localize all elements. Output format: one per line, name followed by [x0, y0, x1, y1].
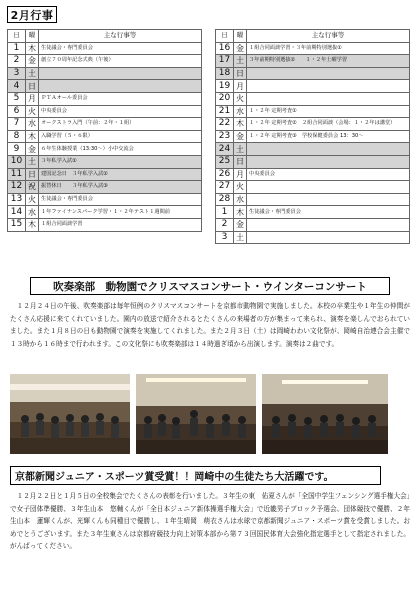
- schedule-weekday: 水: [26, 206, 39, 219]
- schedule-day: 8: [8, 130, 26, 143]
- schedule-row: [8, 42, 202, 55]
- schedule-day: 17: [216, 55, 234, 68]
- schedule-weekday: 金: [26, 55, 39, 68]
- schedule-row: [216, 92, 410, 105]
- schedule-event: 中央委員会: [39, 105, 202, 118]
- schedule-event: [247, 155, 410, 168]
- schedule-day: 28: [216, 193, 234, 206]
- schedule-event: 生徒議会・専門委員会: [39, 193, 202, 206]
- schedule-weekday: 金: [234, 218, 247, 231]
- schedule-event: 中央委員会: [247, 168, 410, 181]
- schedule-weekday: 土: [234, 231, 247, 244]
- schedule-row: [8, 105, 202, 118]
- concert-photo-3: [262, 374, 388, 454]
- schedule-event: オークストラ入門（午前：２年・１組）: [39, 118, 202, 131]
- schedule-weekday: 祝: [26, 181, 39, 194]
- schedule-day: 27: [216, 181, 234, 194]
- schedule-day: 3: [216, 231, 234, 244]
- schedule-row: [8, 80, 202, 93]
- table-header-row: [8, 30, 202, 43]
- schedule-row: [216, 67, 410, 80]
- schedule-day: 7: [8, 118, 26, 131]
- schedule-day: 13: [8, 193, 26, 206]
- schedule-event: [247, 193, 410, 206]
- schedule-event: [247, 181, 410, 194]
- schedule-weekday: 金: [234, 42, 247, 55]
- schedule-row: [8, 67, 202, 80]
- table-header-row: [216, 30, 410, 43]
- schedule-event: [247, 92, 410, 105]
- schedule-day: 6: [8, 105, 26, 118]
- schedule-event: [247, 80, 410, 93]
- schedule-day: 26: [216, 168, 234, 181]
- schedule-weekday: 月: [26, 92, 39, 105]
- schedule-weekday: 土: [234, 55, 247, 68]
- schedule-row: [8, 118, 202, 131]
- schedule-row: [8, 130, 202, 143]
- schedule-row: [216, 80, 410, 93]
- schedule-weekday: 火: [26, 193, 39, 206]
- schedule-event: [247, 67, 410, 80]
- schedule-row: [216, 55, 410, 68]
- schedule-row: [216, 206, 410, 219]
- schedule-weekday: 水: [234, 105, 247, 118]
- schedule-weekday: 日: [26, 80, 39, 93]
- schedule-weekday: 木: [234, 118, 247, 131]
- schedule-event: 振替休日 ３年私学入試③: [39, 181, 202, 194]
- schedule-day: 23: [216, 130, 234, 143]
- schedule-event: ３年前期特別選抜② １・２年土曜学習: [247, 55, 410, 68]
- header-events: 主な行事等: [247, 30, 410, 43]
- schedule-event: １組合同面談学習: [39, 218, 202, 231]
- schedule-day: 2: [8, 55, 26, 68]
- schedule-event: 生徒議会・専門委員会: [247, 206, 410, 219]
- schedule-row: [216, 143, 410, 156]
- schedule-event: [247, 218, 410, 231]
- article-heading-award: 京都新聞ジュニア・スポーツ賞受賞！！岡崎中の生徒たち大活躍です。: [10, 466, 381, 485]
- article-heading-concert: 吹奏楽部 動物園でクリスマスコンサート・ウインターコンサート: [30, 277, 390, 295]
- schedule-day: 21: [216, 105, 234, 118]
- schedule-day: 24: [216, 143, 234, 156]
- schedule-day: 19: [216, 80, 234, 93]
- schedule-weekday: 月: [234, 168, 247, 181]
- schedule-event: １年ファイナンスパーク学習・１・２年テスト１週間前: [39, 206, 202, 219]
- schedule-day: 1: [8, 42, 26, 55]
- schedule-table-right: [215, 29, 410, 244]
- schedule-day: 18: [216, 67, 234, 80]
- schedule-weekday: 土: [234, 143, 247, 156]
- schedule-row: [216, 130, 410, 143]
- schedule-event: ＰＴＡオール委員会: [39, 92, 202, 105]
- schedule-event: [39, 80, 202, 93]
- schedule-weekday: 金: [234, 130, 247, 143]
- schedule-row: [216, 193, 410, 206]
- schedule-row: [216, 231, 410, 244]
- schedule-row: [216, 42, 410, 55]
- article-body-award: １２月２２日と１月５日の全校集会でたくさんの表彰を行いました。３年生の東 佑夏さんが「全国中学生フェンシング選手権大会」で女子団体準優勝、３年生山本 悠輔くんが「全日本ジュニア新体操選手権大会」で近畿男子ブロック予選会、団体競技で優勝、２年生山本 蓮輝くんが、光輝くんも同種目で優勝し、１年生晴岡 萌衣さんは水球で京都新聞ジュニア・スポーツ賞を受賞しました。おめでとうございます。また３年生東さんは京都府競技力向上対策本部から第７３回国民体育大会強化指定選手として指定されました。がんばってください。: [10, 492, 410, 550]
- schedule-event: １・２年 定期考査①: [247, 105, 410, 118]
- schedule-weekday: 火: [234, 92, 247, 105]
- schedule-weekday: 日: [234, 155, 247, 168]
- schedule-weekday: 木: [26, 218, 39, 231]
- schedule-row: [216, 118, 410, 131]
- schedule-row: [216, 218, 410, 231]
- schedule-weekday: 火: [234, 181, 247, 194]
- schedule-weekday: 木: [26, 42, 39, 55]
- schedule-day: 22: [216, 118, 234, 131]
- schedule-weekday: 日: [26, 168, 39, 181]
- concert-photo-1: [10, 374, 130, 454]
- schedule-row: [8, 143, 202, 156]
- schedule-event: 建国記念日 ３年私学入試②: [39, 168, 202, 181]
- schedule-day: 15: [8, 218, 26, 231]
- schedule-day: 2: [216, 218, 234, 231]
- schedule-day: 12: [8, 181, 26, 194]
- schedule-event: [247, 143, 410, 156]
- schedule-event: 生徒議会・専門委員会: [39, 42, 202, 55]
- schedule-row: [216, 168, 410, 181]
- schedule-weekday: 金: [26, 143, 39, 156]
- schedule-row: [8, 206, 202, 219]
- header-day: 日: [216, 30, 234, 43]
- header-events: 主な行事等: [39, 30, 202, 43]
- schedule-row: [8, 92, 202, 105]
- page-title: 2月行事: [7, 6, 57, 23]
- header-weekday: 曜: [26, 30, 39, 43]
- schedule-row: [8, 181, 202, 194]
- schedule-event: 入職学習（５・６限）: [39, 130, 202, 143]
- article-body-concert: １２月２４日の午後、吹奏楽部は毎年恒例のクリスマスコンサートを京都市動物園で実施しました。本校の卒業生や１年生の仲間がたくさん応援に来てくれていました。園内の放送で紹介されるとたくさんの来場者の方が集まって来られ、演奏を楽しんでおられていました。また１月８日の日も動物園で演奏を実施してくれました。また２月３日（土）は岡崎わわい文化祭が、岡崎自治連合会主催で１３時から１６時まで行われます。この文化祭にも吹奏楽部は１４時過ぎ頃から出演します。演奏は２曲です。: [10, 302, 410, 348]
- schedule-day: 25: [216, 155, 234, 168]
- schedule-row: [216, 105, 410, 118]
- schedule-weekday: 月: [234, 80, 247, 93]
- header-day: 日: [8, 30, 26, 43]
- schedule-day: 1: [216, 206, 234, 219]
- schedule-day: 4: [8, 80, 26, 93]
- schedule-day: 14: [8, 206, 26, 219]
- schedule-event: ６年生体験授業（13:30～）小中交流会: [39, 143, 202, 156]
- schedule-day: 9: [8, 143, 26, 156]
- schedule-weekday: 火: [26, 105, 39, 118]
- schedule-event: [247, 231, 410, 244]
- concert-photo-2: [136, 374, 256, 454]
- schedule-day: 11: [8, 168, 26, 181]
- schedule-day: 20: [216, 92, 234, 105]
- schedule-row: [8, 168, 202, 181]
- schedule-weekday: 木: [26, 130, 39, 143]
- schedule-event: １・２年 定期考査③ 学校保健委員会 13：30～: [247, 130, 410, 143]
- schedule-row: [216, 181, 410, 194]
- schedule-row: [8, 155, 202, 168]
- schedule-row: [8, 218, 202, 231]
- schedule-row: [216, 155, 410, 168]
- schedule-weekday: 土: [26, 67, 39, 80]
- schedule-weekday: 水: [26, 118, 39, 131]
- schedule-event: １組合同面談学習・３年前期特別選抜①: [247, 42, 410, 55]
- schedule-weekday: 木: [234, 206, 247, 219]
- schedule-weekday: 水: [234, 193, 247, 206]
- schedule-row: [8, 193, 202, 206]
- schedule-day: 3: [8, 67, 26, 80]
- schedule-event: [39, 67, 202, 80]
- schedule-event: １・２年 定期考査② ２組合同面談（会場：１・２年は講堂）: [247, 118, 410, 131]
- schedule-day: 16: [216, 42, 234, 55]
- schedule-row: [8, 55, 202, 68]
- schedule-event: 創立７０周年記念式典（午後）: [39, 55, 202, 68]
- schedule-event: ３年私学入試①: [39, 155, 202, 168]
- schedule-day: 5: [8, 92, 26, 105]
- schedule-table-left: [7, 29, 202, 232]
- header-weekday: 曜: [234, 30, 247, 43]
- schedule-day: 10: [8, 155, 26, 168]
- schedule-weekday: 土: [26, 155, 39, 168]
- schedule-weekday: 日: [234, 67, 247, 80]
